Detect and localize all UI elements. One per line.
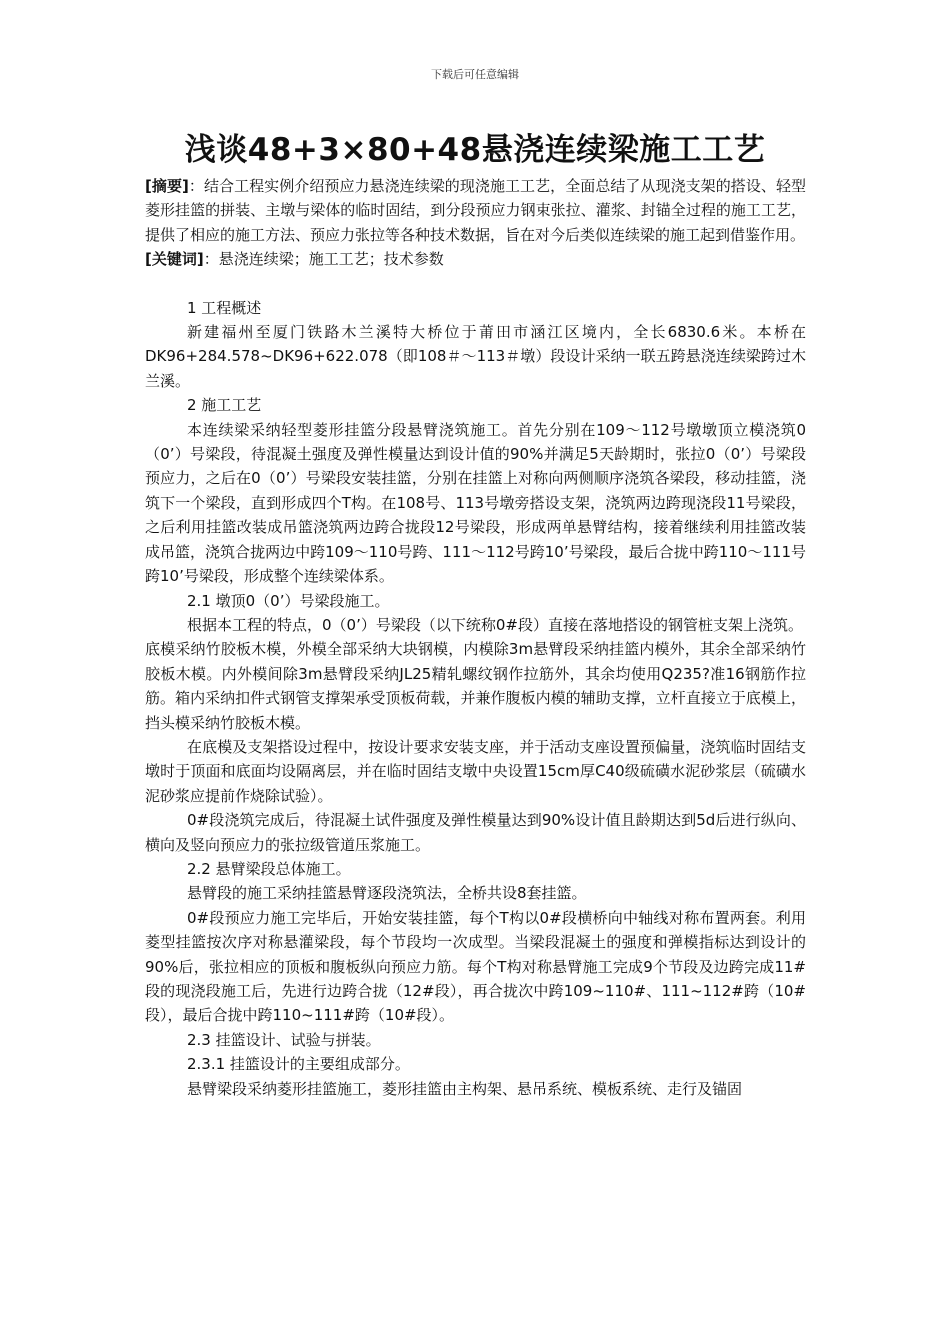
body-paragraph: 在底模及支架搭设过程中，按设计要求安装支座，并于活动支座设置预偏量，浇筑临时固结支墩时于顶面和底面均设隔离层，并在临时固结支墩中央设置15cm厚C40级硫磺水泥砂浆层（硫磺水泥砂浆应提前作烧除试验）。 [145,737,806,805]
subsection-heading-2-1: 2.1 墩顶0（0’）号梁段施工。 [187,591,390,610]
body-paragraph: 0#段浇筑完成后，待混凝土试件强度及弹性模量达到90%设计值且龄期达到5d后进行纵向、横向及竖向预应力的张拉级管道压浆施工。 [145,811,806,854]
section-heading-2: 2 施工工艺 [187,396,262,415]
section-heading-1: 1 工程概述 [187,298,262,317]
subsection-heading-2-3: 2.3 挂篮设计、试验与拼装。 [187,1030,381,1049]
keywords-paragraph [145,247,806,271]
body-paragraph: 0#段预应力施工完毕后，开始安装挂篮，每个T构以0#段横桥向中轴线对称布置两套。利用菱型挂篮按次序对称悬灌梁段，每个节段均一次成型。当梁段混凝土的强度和弹模指标达到设计的90%后，张拉相应的顶板和腹板纵向预应力筋。每个T构对称悬臂施工完成9个节段及边跨完成11#段的现浇段施工后，先进行边跨合拢（12#段），再合拢次中跨109~110#、111~112#跨（10#段），最后合拢中跨110~111#跨（10#段）。 [145,908,806,1025]
document-body [145,174,806,1101]
keywords-text: ：悬浇连续梁；施工工艺；技术参数 [203,250,444,269]
body-paragraph: 新建福州至厦门铁路木兰溪特大桥位于莆田市涵江区境内，全长6830.6米。本桥在DK96+284.578~DK96+622.078（即108＃～113＃墩）段设计采纳一联五跨悬浇连续梁跨过木兰溪。 [145,323,806,390]
subsection-heading-2-3-1: 2.3.1 挂篮设计的主要组成部分。 [187,1055,410,1074]
body-paragraph: 本连续梁采纳轻型菱形挂篮分段悬臂浇筑施工。首先分别在109～112号墩墩顶立模浇筑0（0’）号梁段，待混凝土强度及弹性模量达到设计值的90%并满足5天龄期时，张拉0（0’）号梁段预应力，之后在0（0’）号梁段安装挂篮，分别在挂篮上对称向两侧顺序浇筑各梁段，移动挂篮，浇筑下一个梁段，直到形成四个T构。在108号、113号墩旁搭设支架，浇筑两边跨现浇段11号梁段，之后利用挂篮改装成吊篮浇筑两边跨合拢段12号梁段，形成两单悬臂结构，接着继续利用挂篮改装成吊篮，浇筑合拢两边中跨109～110号跨、111～112号跨10’号梁段，最后合拢中跨110～111号跨10’号梁段，形成整个连续梁体系。 [145,420,806,586]
body-paragraph: 悬臂梁段采纳菱形挂篮施工，菱形挂篮由主构架、悬吊系统、模板系统、走行及锚固 [187,1079,743,1098]
body-paragraph: 根据本工程的特点，0（0’）号梁段（以下统称0#段）直接在落地搭设的钢管桩支架上浇筑。 [187,615,803,634]
body-paragraph: 底模采纳竹胶板木模，外模全部采纳大块钢模，内模除3m悬臂段采纳挂篮内模外，其余全部采纳竹胶板木模。内外模间除3m悬臂段采纳JL25精轧螺纹钢作拉筋外，其余均使用Q235?准16钢筋作拉筋。箱内采纳扣件式钢管支撑架承受顶板荷载，并兼作腹板内模的辅助支撑，立杆直接立于底模上，挡头模采纳竹胶板木模。 [145,640,806,732]
page-header: 下载后可任意编辑 [431,68,519,81]
document-title: 浅谈48+3×80+48悬浇连续梁施工工艺 [184,132,766,168]
abstract-paragraph [145,174,806,247]
subsection-heading-2-2: 2.2 悬臂梁段总体施工。 [187,859,351,878]
keywords-label: [关键词] [145,250,204,269]
body-paragraph: 悬臂段的施工采纳挂篮悬臂逐段浇筑法，全桥共设8套挂篮。 [187,884,587,903]
abstract-text: ：结合工程实例介绍预应力悬浇连续梁的现浇施工工艺，全面总结了从现浇支架的搭设、轻型菱形挂篮的拼装、主墩与梁体的临时固结，到分段预应力钢束张拉、灌浆、封锚全过程的施工工艺，提供了相应的施工方法、预应力张拉等各种技术数据，旨在对今后类似连续梁的施工起到借鉴作用。 [145,177,806,244]
spacer [145,272,806,296]
abstract-label: [摘要] [145,177,189,195]
